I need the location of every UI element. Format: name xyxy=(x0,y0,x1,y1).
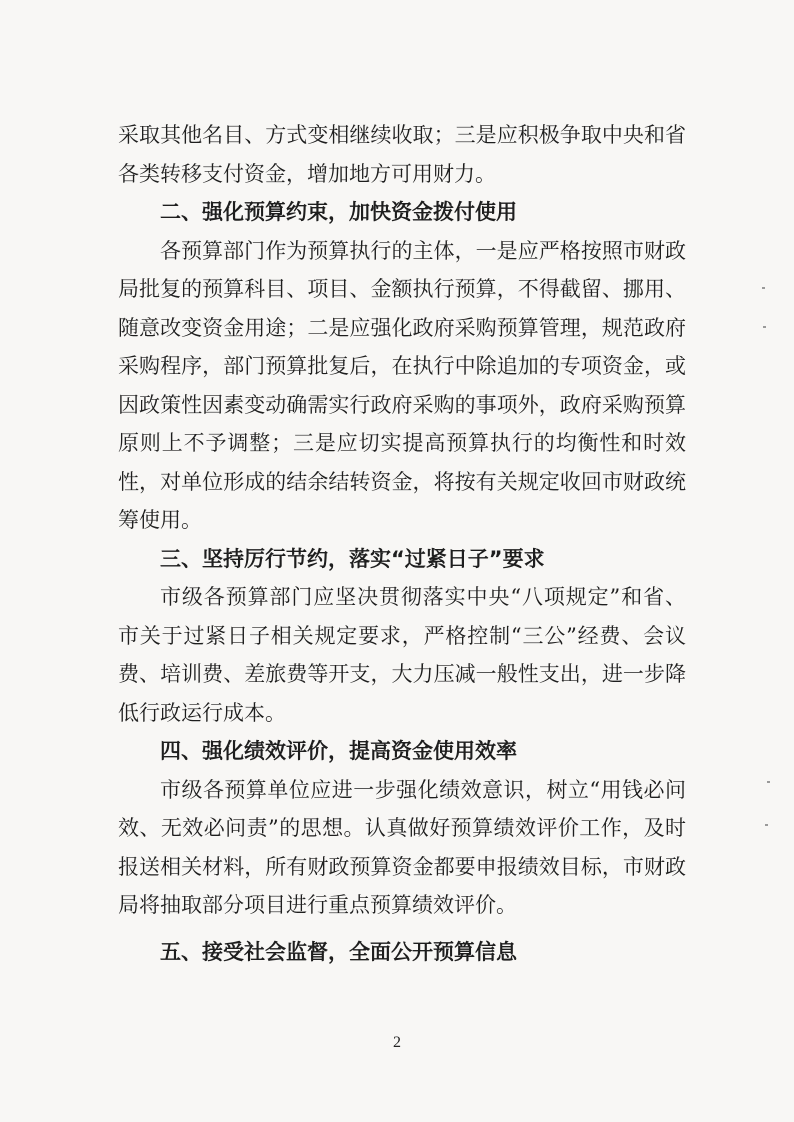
paragraph-line: 报送相关材料，所有财政预算资金都要申报绩效目标，市财政 xyxy=(118,854,686,879)
paragraph-line: 采购程序，部门预算批复后，在执行中除追加的专项资金，或 xyxy=(118,354,686,378)
scan-speck xyxy=(762,287,765,289)
section-heading-4: 四、强化绩效评价，提高资金使用效率 xyxy=(160,739,517,763)
paragraph-line: 筹使用。 xyxy=(118,508,202,532)
scan-speck xyxy=(767,781,770,783)
document-body xyxy=(118,116,686,971)
paragraph-line: 效、无效必问责”的思想。认真做好预算绩效评价工作，及时 xyxy=(118,816,686,840)
paragraph-line: 市关于过紧日子相关规定要求，严格控制“三公”经费、会议 xyxy=(118,623,686,648)
section-heading-5: 五、接受社会监督，全面公开预算信息 xyxy=(160,939,517,964)
paragraph-line: 局批复的预算科目、项目、金额执行预算，不得截留、挪用、 xyxy=(118,277,686,301)
paragraph-line: 市级各预算单位应进一步强化绩效意识，树立“用钱必问 xyxy=(160,777,686,802)
paragraph-line: 市级各预算部门应坚决贯彻落实中央“八项规定”和省、 xyxy=(160,585,686,609)
page-number: 2 xyxy=(393,1034,401,1051)
scan-speck xyxy=(763,326,766,328)
section-heading-3: 三、坚持厉行节约，落实“过紧日子”要求 xyxy=(160,546,545,571)
paragraph-line: 性，对单位形成的结余结转资金，将按有关规定收回市财政统 xyxy=(118,469,686,494)
paragraph-line: 随意改变资金用途；二是应强化政府采购预算管理，规范政府 xyxy=(118,315,686,340)
paragraph-line: 费、培训费、差旅费等开支，大力压减一般性支出，进一步降 xyxy=(118,662,686,686)
scan-speck xyxy=(765,824,768,826)
paragraph-line: 采取其他名目、方式变相继续收取；三是应积极争取中央和省 xyxy=(118,123,686,147)
paragraph-line: 低行政运行成本。 xyxy=(118,700,286,725)
paragraph-gap xyxy=(118,925,686,933)
paragraph-line: 原则上不予调整；三是应切实提高预算执行的均衡性和时效 xyxy=(118,431,686,455)
section-heading-2: 二、强化预算约束，加快资金拨付使用 xyxy=(160,200,517,224)
paragraph-line: 局将抽取部分项目进行重点预算绩效评价。 xyxy=(118,893,517,917)
paragraph-line: 因政策性因素变动确需实行政府采购的事项外，政府采购预算 xyxy=(118,392,686,417)
paragraph-line: 各类转移支付资金，增加地方可用财力。 xyxy=(118,161,496,186)
paragraph-line: 各预算部门作为预算执行的主体，一是应严格按照市财政 xyxy=(160,238,686,263)
